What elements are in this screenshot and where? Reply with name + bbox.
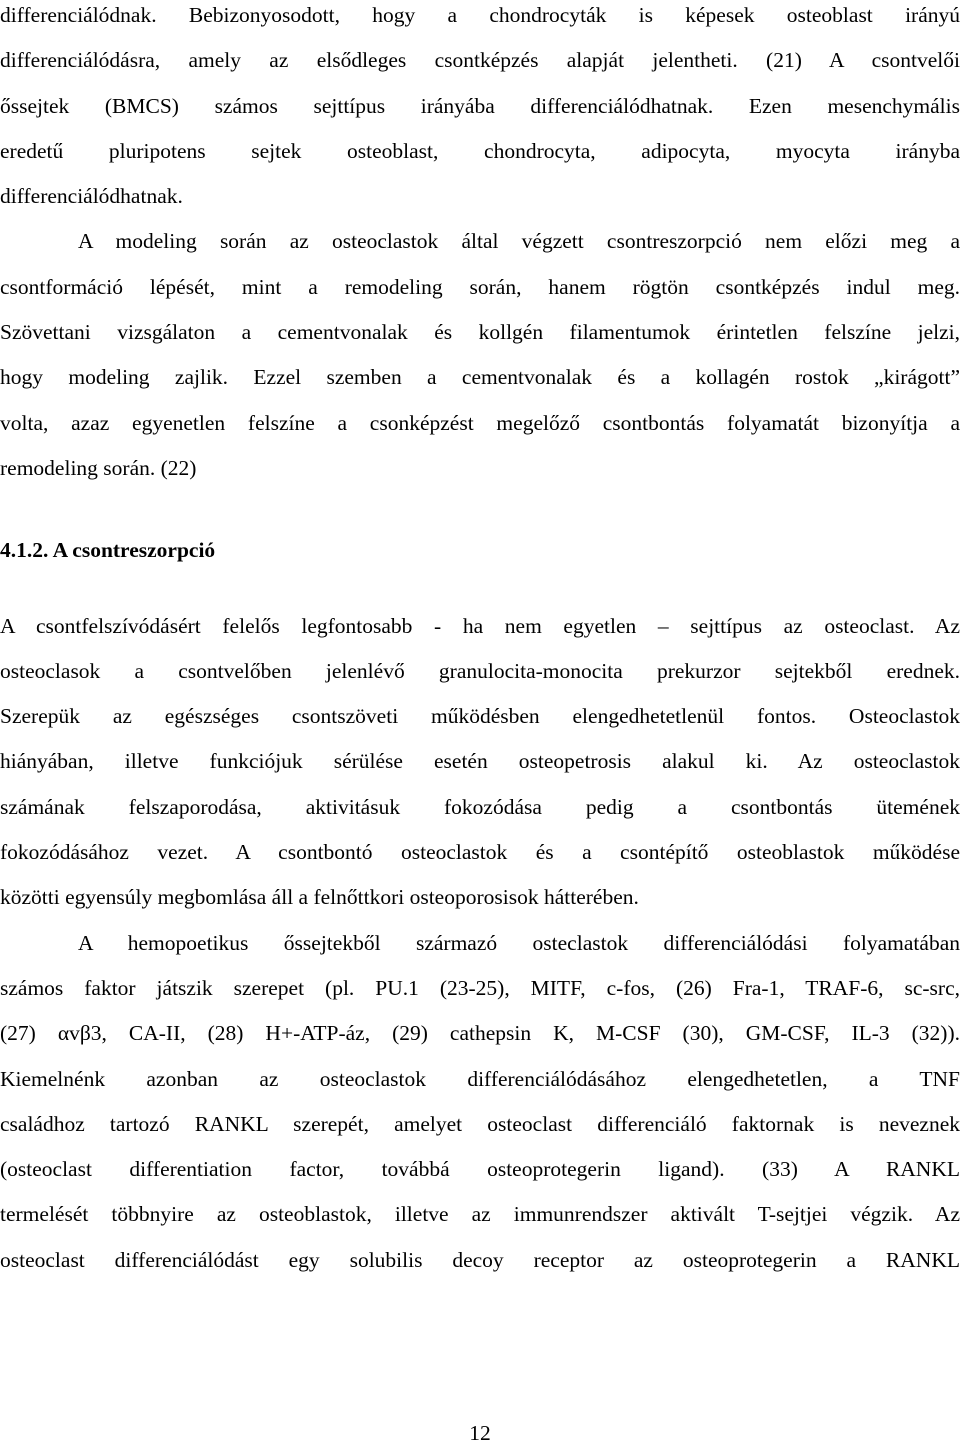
- text-line: (27) αvβ3, CA-II, (28) H+-ATP-áz, (29) cathepsin K, M-CSF (30), GM-CSF, IL-3 (32)).: [0, 1021, 960, 1046]
- paragraph-1: [0, 0, 960, 219]
- text-line: (osteoclast differentiation factor, továbbá osteoprotegerin ligand). (33) A RANKL: [0, 1157, 960, 1182]
- text-line: hogy modeling zajlik. Ezzel szemben a cementvonalak és a kollagén rostok „kirágott”: [0, 365, 960, 390]
- page-number: 12: [469, 1421, 491, 1445]
- text-line: Kiemelnénk azonban az osteoclastok differenciálódásához elengedhetetlen, a TNF: [0, 1066, 960, 1091]
- text-line: őssejtek (BMCS) számos sejttípus irányába differenciálódhatnak. Ezen mesenchymális: [0, 93, 960, 118]
- text-line: differenciálódhatnak.: [0, 184, 183, 209]
- text-line: családhoz tartozó RANKL szerepét, amelyet osteoclast differenciáló faktornak is neveznek: [0, 1111, 960, 1136]
- text-line: hiányában, illetve funkciójuk sérülése esetén osteopetrosis alakul ki. Az osteoclastok: [0, 749, 960, 774]
- text-line: Szövettani vizsgálaton a cementvonalak és kollgén filamentumok érintetlen felszíne jelzi,: [0, 320, 960, 345]
- text-line: közötti egyensúly megbomlása áll a felnőttkori osteoporosisok hátterében.: [0, 885, 639, 910]
- paragraph-3: [0, 604, 960, 921]
- text-line: osteoclast differenciálódást egy solubilis decoy receptor az osteoprotegerin a RANKL: [0, 1247, 960, 1272]
- spacer: [0, 491, 960, 528]
- text-line: differenciálódásra, amely az elsődleges csontképzés alapját jelentheti. (21) A csontvelői: [0, 48, 960, 73]
- text-line: eredetű pluripotens sejtek osteoblast, chondrocyta, adipocyta, myocyta irányba: [0, 138, 960, 163]
- text-line: A hemopoetikus őssejtekből származó osteclastok differenciálódási folyamatában: [78, 930, 960, 955]
- paragraph-4: [0, 921, 960, 1283]
- paragraph-2: [0, 219, 960, 491]
- text-line: Szerepük az egészséges csontszöveti működésben elengedhetetlenül fontos. Osteoclastok: [0, 704, 960, 729]
- section-heading: 4.1.2. A csontreszorpció: [0, 538, 216, 563]
- text-line: volta, azaz egyenetlen felszíne a csonképzést megelőző csontbontás folyamatát bizonyítja a: [0, 410, 960, 435]
- text-line: A csontfelszívódásért felelős legfontosabb - ha nem egyetlen – sejttípus az osteoclast. Az: [0, 613, 960, 638]
- text-line: osteoclasok a csontvelőben jelenlévő granulocita-monocita prekurzor sejtekből erednek.: [0, 658, 960, 683]
- text-line: fokozódásához vezet. A csontbontó osteoclastok és a csontépítő osteoblastok működése: [0, 840, 960, 865]
- text-line: termelését többnyire az osteoblastok, illetve az immunrendszer aktivált T-sejtjei végzik. Az: [0, 1202, 960, 1227]
- text-line: differenciálódnak. Bebizonyosodott, hogy a chondrocyták is képesek osteoblast irányú: [0, 3, 960, 27]
- spacer: [0, 574, 960, 604]
- text-line: számának felszaporodása, aktivitásuk fokozódása pedig a csontbontás ütemének: [0, 794, 960, 819]
- text-line: A modeling során az osteoclastok által végzett csontreszorpció nem előzi meg a: [78, 229, 960, 254]
- text-line: remodeling során. (22): [0, 455, 197, 480]
- text-line: számos faktor játszik szerepet (pl. PU.1 (23-25), MITF, c-fos, (26) Fra-1, TRAF-6, sc-src,: [0, 975, 960, 1000]
- text-line: csontformáció lépését, mint a remodeling során, hanem rögtön csontképzés indul meg.: [0, 274, 960, 299]
